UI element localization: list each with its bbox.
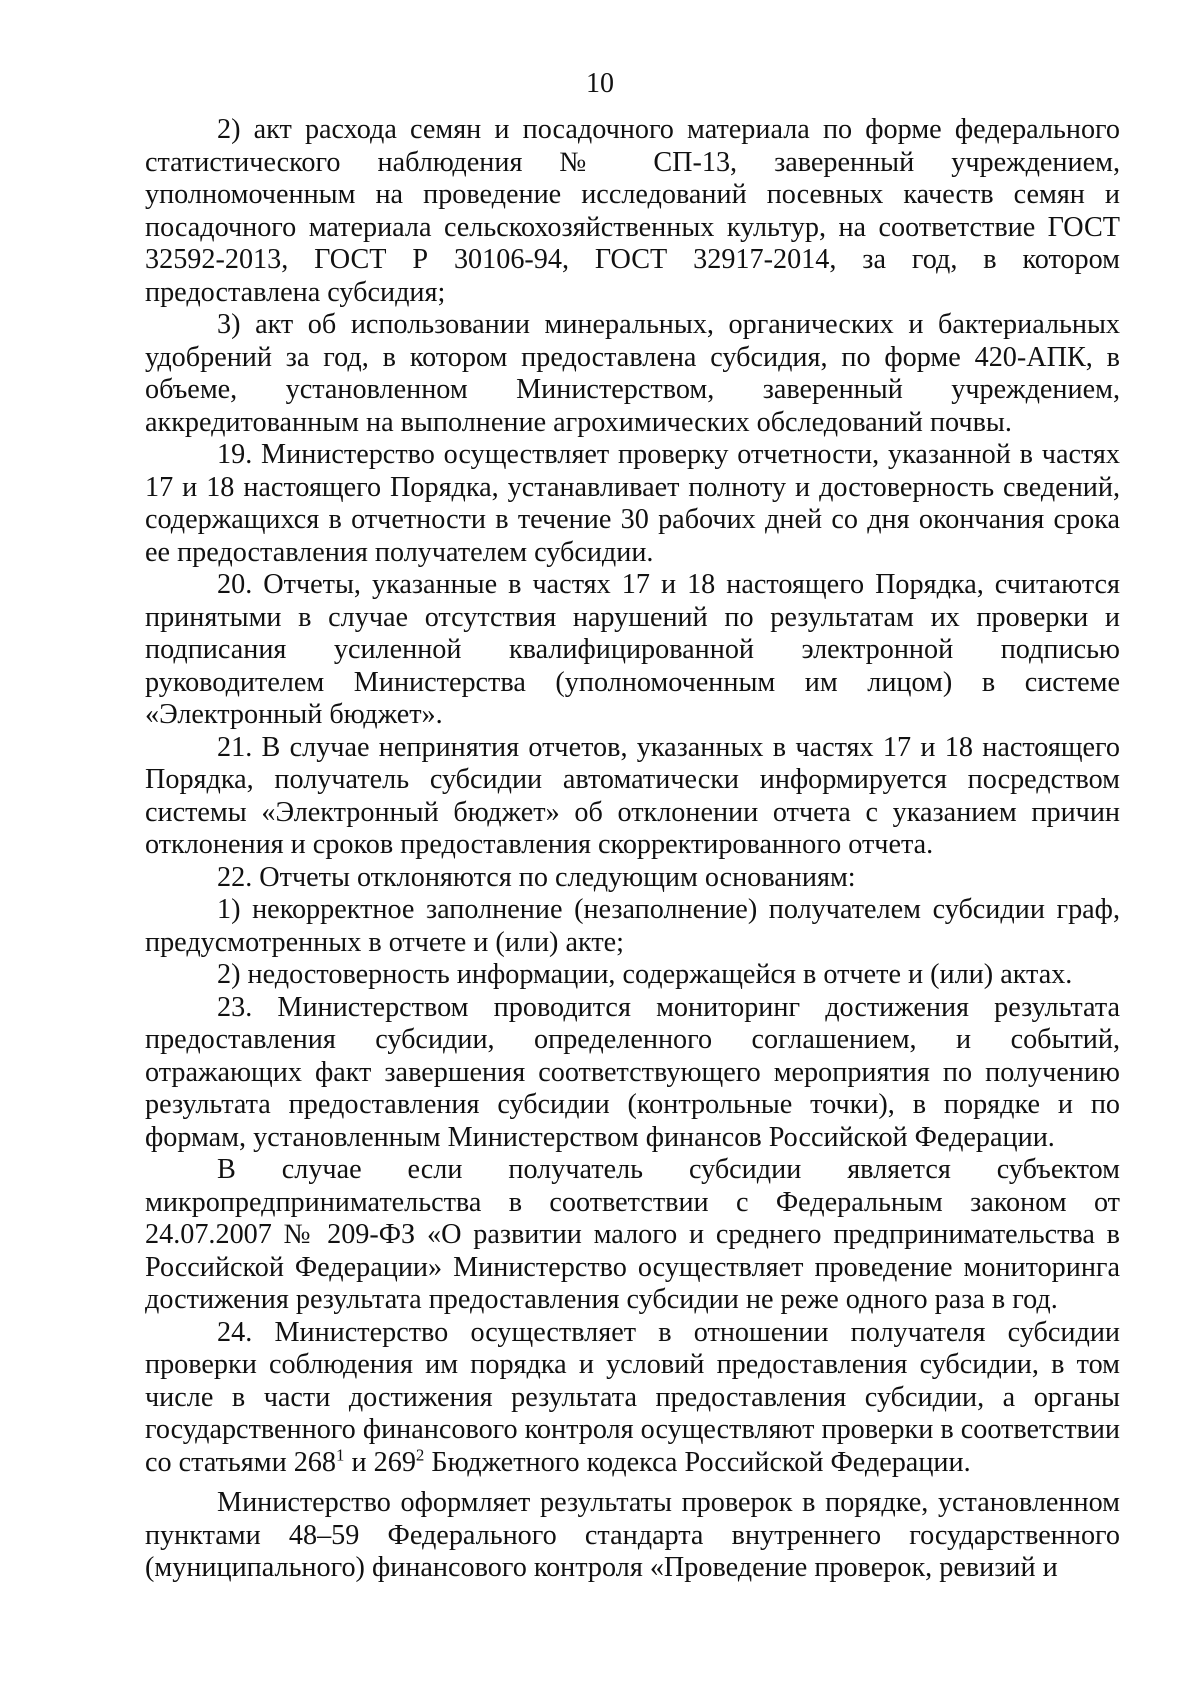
document-body [145,114,1120,1585]
paragraph-24-text-3: Бюджетного кодекса Российской Федерации. [424,1446,971,1478]
page-number: 10 [586,68,614,99]
paragraph-21: 21. В случае непринятия отчетов, указанных в частях 17 и 18 настоящего Порядка, получатель субсидии автоматически информируется посредством системы «Электронный бюджет» об отклонении отчета с указанием причин отклонения и сроков предоставления скорректированного отчета. [145,731,1120,860]
paragraph-22-item-2: 2) недостоверность информации, содержащейся в отчете и (или) актах. [217,959,1073,990]
paragraph-22-item-1: 1) некорректное заполнение (незаполнение) получателем субсидии граф, предусмотренных в отчете и (или) акте; [145,894,1120,958]
paragraph-24-text-1: 24. Министерство осуществляет в отношении получателя субсидии проверки соблюдения им порядка и условий предоставления субсидии, в том числе в части достижения результата предоставления субсидии, а органы государственного финансового контроля осуществляют проверки в соответствии со статьями 268 [145,1316,1120,1478]
paragraph-19: 19. Министерство осуществляет проверку отчетности, указанной в частях 17 и 18 настоящего Порядка, устанавливает полноту и достоверность сведений, содержащихся в отчетности в течение 30 рабочих дней со дня окончания срока ее предоставления получателем субсидии. [145,439,1120,568]
paragraph-inspection-results: Министерство оформляет результаты проверок в порядке, установленном пунктами 48–59 Федерального стандарта внутреннего государственного (муниципального) финансового контроля «Проведение проверок, ревизий и [145,1487,1120,1583]
paragraph-24 [145,1317,1120,1480]
paragraph-23-microbusiness: В случае если получатель субсидии является субъектом микропредпринимательства в соответствии с Федеральным законом от 24.07.2007 № 209-ФЗ «О развитии малого и среднего предпринимательства в Российской Федерации» Министерство осуществляет проведение мониторинга достижения результата предоставления субсидии не реже одного раза в год. [145,1154,1120,1315]
superscript-1: 1 [336,1445,345,1465]
superscript-2: 2 [415,1445,425,1465]
paragraph-24-text-2: и 269 [344,1446,416,1478]
paragraph-23: 23. Министерством проводится мониторинг достижения результата предоставления субсидии, определенного соглашением, и событий, отражающих факт завершения соответствующего мероприятия по получению результата предоставления субсидии (контрольные точки), в порядке и по формам, установленным Министерством финансов Российской Федерации. [145,991,1120,1153]
paragraph-seed-report: 2) акт расхода семян и посадочного материала по форме федерального статистического наблюдения № СП-13, заверенный учреждением, уполномоченным на проведение исследований посевных качеств семян и посадочного материала сельскохозяйственных культур, на соответствие ГОСТ 32592-2013, ГОСТ Р 30106-94, ГОСТ 32917-2014, за год, в котором предоставлена субсидия; [145,114,1120,308]
paragraph-22: 22. Отчеты отклоняются по следующим основаниям: [217,861,856,893]
paragraph-fertilizer-report: 3) акт об использовании минеральных, органических и бактериальных удобрений за год, в котором предоставлена субсидия, по форме 420-АПК, в объеме, установленном Министерством, заверенный учреждением, аккредитованным на выполнение агрохимических обследований почвы. [145,309,1120,438]
paragraph-20: 20. Отчеты, указанные в частях 17 и 18 настоящего Порядка, считаются принятыми в случае отсутствия нарушений по результатам их проверки и подписания усиленной квалифицированной электронной подписью руководителем Министерства (уполномоченным им лицом) в системе «Электронный бюджет». [145,569,1120,730]
